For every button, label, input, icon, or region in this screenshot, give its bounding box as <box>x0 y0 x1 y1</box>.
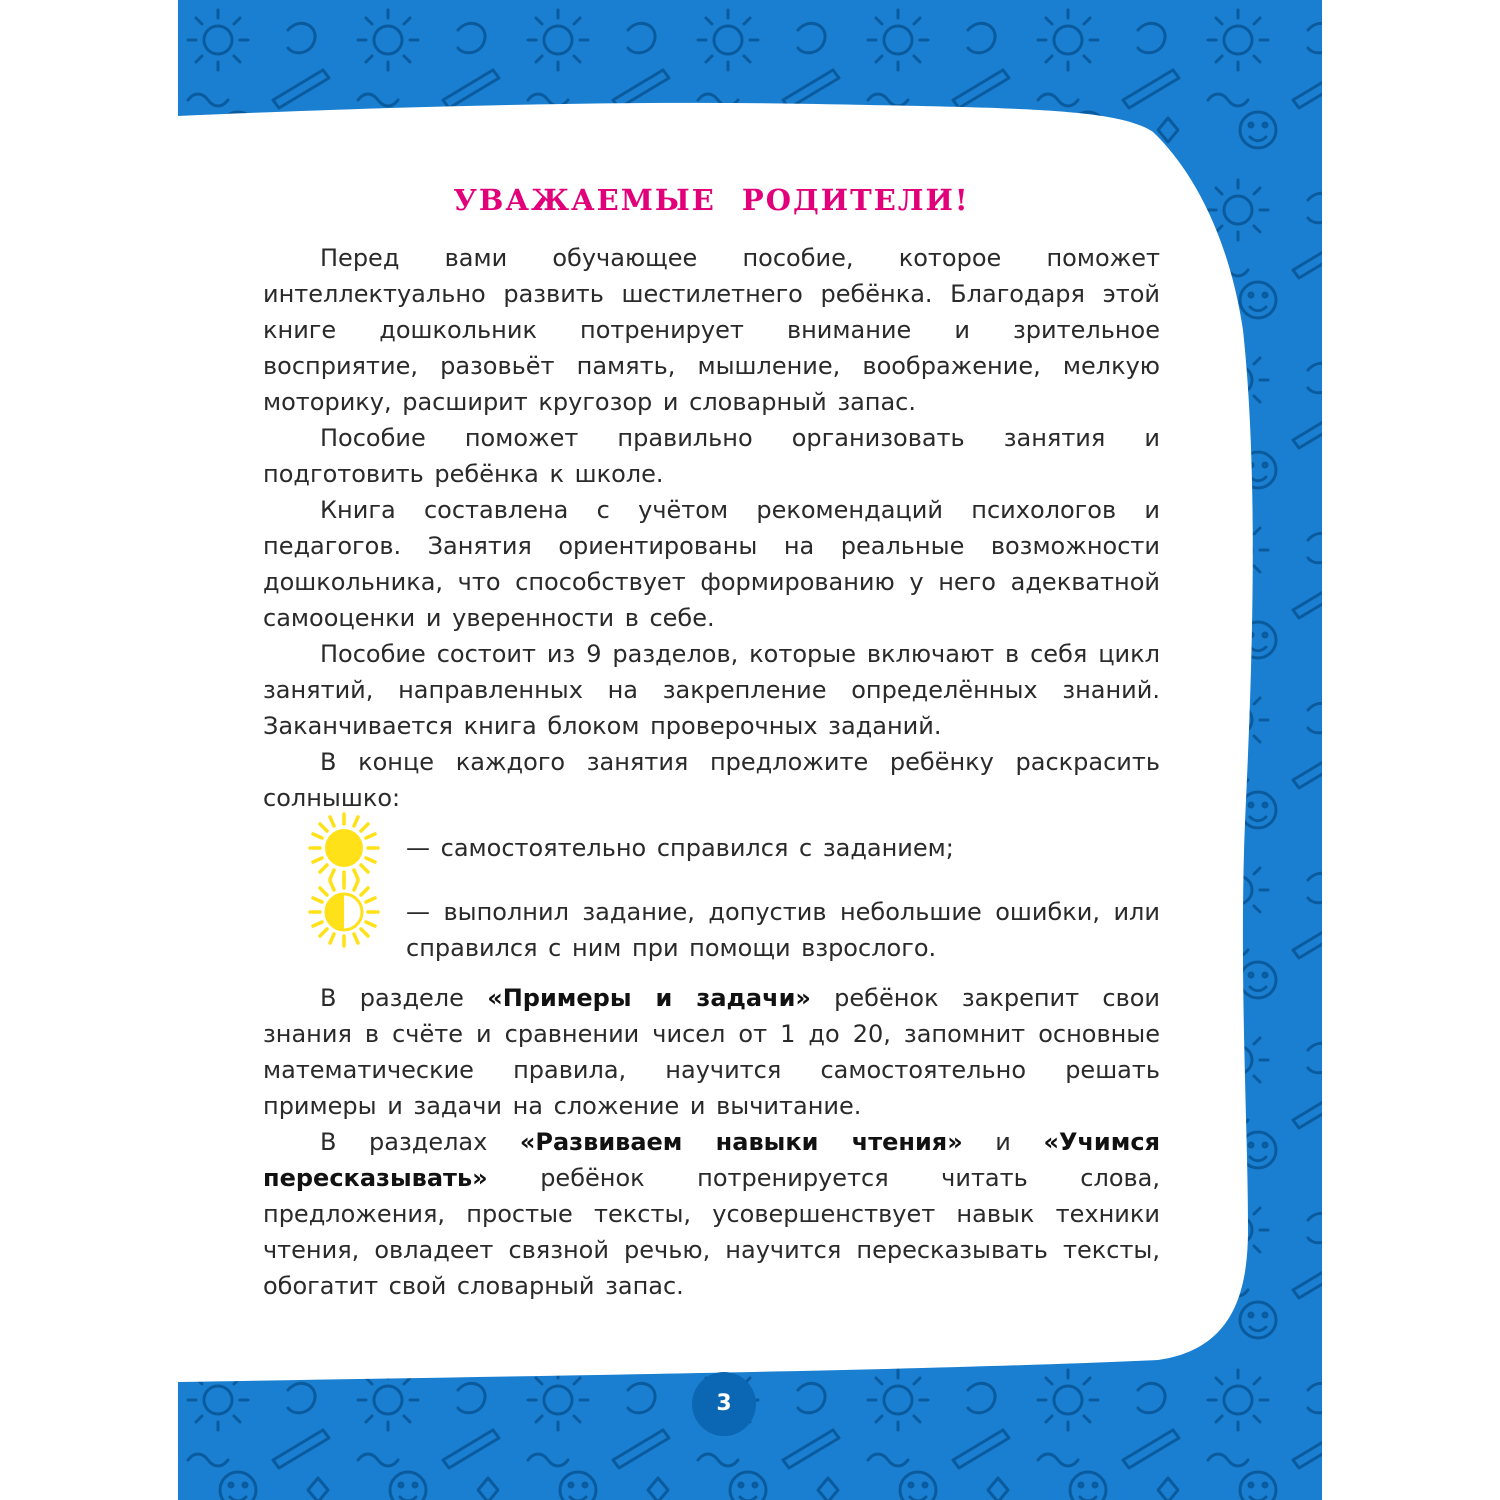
page-number: 3 <box>692 1372 756 1436</box>
sun-legend-half <box>263 894 1160 966</box>
reading-section-name: «Развиваем навыки чтения» <box>519 1128 963 1156</box>
examples-prefix: В разделе <box>320 984 488 1012</box>
paragraph-sections: Пособие состоит из 9 разделов, которые включают в себя цикл занятий, направленных на закрепление определённых знаний. Заканчивается книга блоком проверочных заданий. <box>263 640 1160 740</box>
paragraph-reading-section <box>263 1124 1160 1304</box>
page-title: УВАЖАЕМЫЕ РОДИТЕЛИ! <box>453 183 970 217</box>
reading-suffix: ребёнок потренируется читать слова, предложения, простые тексты, усовершенствует навык техники чтения, овладеет связной речью, научится пересказывать тексты, обогатит свой словарный запас. <box>263 1164 1160 1300</box>
sun-legend-full <box>263 830 1160 884</box>
sun-full-icon <box>308 812 380 884</box>
examples-section-name: «Примеры и задачи» <box>487 984 811 1012</box>
reading-middle: и <box>962 1128 1044 1156</box>
main-text <box>263 178 1160 1304</box>
examples-suffix: ребёнок закрепит свои знания в счёте и сравнении чисел от 1 до 20, запомнит основные математические правила, научится самостоятельно решать примеры и задачи на сложение и вычитание. <box>263 984 1161 1120</box>
sun-legend <box>263 830 1160 966</box>
sun-half-icon <box>308 876 380 948</box>
paragraph-intro: Перед вами обучающее пособие, которое поможет интеллектуально развить шестилетнего ребёнка. Благодаря этой книге дошкольник потренирует внимание и зрительное восприятие, разовьёт память, мышление, воображение, мелкую моторику, расширит кругозор и словарный запас. <box>263 244 1160 416</box>
paragraph-sun-instruction: В конце каждого занятия предложите ребёнку раскрасить солнышко: <box>263 748 1160 812</box>
paragraph-school: Пособие поможет правильно организовать занятия и подготовить ребёнка к школе. <box>263 424 1160 488</box>
paragraph-examples-section <box>263 980 1160 1124</box>
paragraph-recommendations: Книга составлена с учётом рекомендаций психологов и педагогов. Занятия ориентированы на реальные возможности дошкольника, что способствует формированию у него адекватной самооценки и уверенности в себе. <box>263 496 1160 632</box>
sun-legend-full-text: — самостоятельно справился с заданием; <box>406 834 954 862</box>
sun-legend-half-text: — выполнил задание, допустив небольшие ошибки, или справился с ним при помощи взрослого. <box>406 898 1160 962</box>
reading-prefix: В разделах <box>320 1128 520 1156</box>
retelling-section-name: «Учимся пересказывать» <box>263 1128 1160 1192</box>
